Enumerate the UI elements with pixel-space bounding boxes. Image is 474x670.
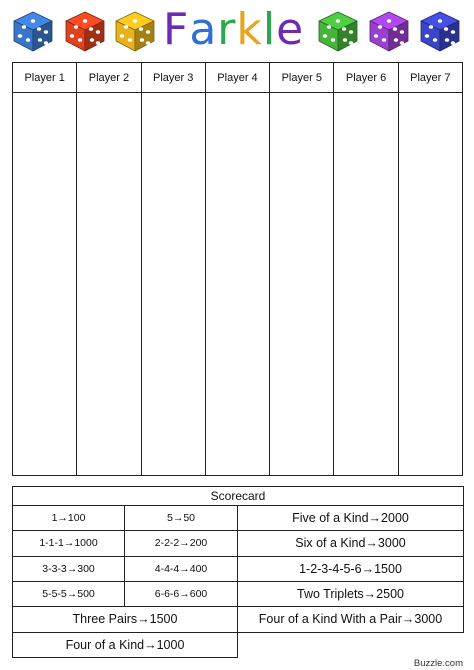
player-5-score-column[interactable]	[270, 93, 334, 476]
green-die-icon	[316, 9, 360, 53]
scoring-rule: 6-6-6→600	[125, 581, 238, 606]
scoring-rule: 5-5-5→500	[13, 581, 125, 606]
player-7-header: Player 7	[398, 63, 462, 93]
red-die-icon	[63, 9, 107, 53]
player-1-score-column[interactable]	[13, 93, 77, 476]
player-2-header: Player 2	[77, 63, 141, 93]
title-letter: l	[262, 4, 277, 55]
yellow-die-icon	[113, 9, 157, 53]
player-3-header: Player 3	[141, 63, 205, 93]
player-7-score-column[interactable]	[398, 93, 462, 476]
scoring-rule: Five of a Kind→2000	[238, 506, 464, 531]
player-5-header: Player 5	[270, 63, 334, 93]
player-4-header: Player 4	[205, 63, 269, 93]
footer-credit: Buzzle.com	[413, 658, 463, 669]
page-title	[163, 4, 311, 56]
title-letter: e	[276, 4, 305, 55]
player-score-table	[12, 62, 463, 476]
scoring-rule: Three Pairs→1500	[13, 607, 238, 632]
scoring-rule: 1→100	[13, 506, 125, 531]
player-3-score-column[interactable]	[141, 93, 205, 476]
indigo-die-icon	[418, 9, 462, 53]
player-header-row	[13, 63, 463, 93]
scorecard-title: Scorecard	[13, 487, 464, 506]
scoring-rule: 3-3-3→300	[13, 556, 125, 581]
scoring-rule: Four of a Kind With a Pair→3000	[238, 607, 464, 632]
player-2-score-column[interactable]	[77, 93, 141, 476]
scoring-rule: 1-2-3-4-5-6→1500	[238, 556, 464, 581]
player-6-score-column[interactable]	[334, 93, 398, 476]
title-letter: k	[236, 4, 263, 55]
scoring-rule: 5→50	[125, 506, 238, 531]
empty-cell	[238, 632, 464, 657]
purple-die-icon	[367, 9, 411, 53]
player-4-score-column[interactable]	[205, 93, 269, 476]
scoring-rule: Two Triplets→2500	[238, 581, 464, 606]
title-letter: r	[217, 4, 237, 55]
title-letter: a	[189, 4, 218, 55]
title-letter: F	[163, 4, 190, 55]
scoring-rule: 4-4-4→400	[125, 556, 238, 581]
scoring-rule: 1-1-1→1000	[13, 531, 125, 556]
score-entry-row	[13, 93, 463, 476]
player-1-header: Player 1	[13, 63, 77, 93]
player-6-header: Player 6	[334, 63, 398, 93]
blue-die-icon	[11, 9, 55, 53]
scorecard-table	[12, 486, 464, 658]
scoring-rule: Four of a Kind→1000	[13, 632, 238, 657]
scoring-rule: 2-2-2→200	[125, 531, 238, 556]
header	[0, 0, 474, 62]
scoring-rule: Six of a Kind→3000	[238, 531, 464, 556]
